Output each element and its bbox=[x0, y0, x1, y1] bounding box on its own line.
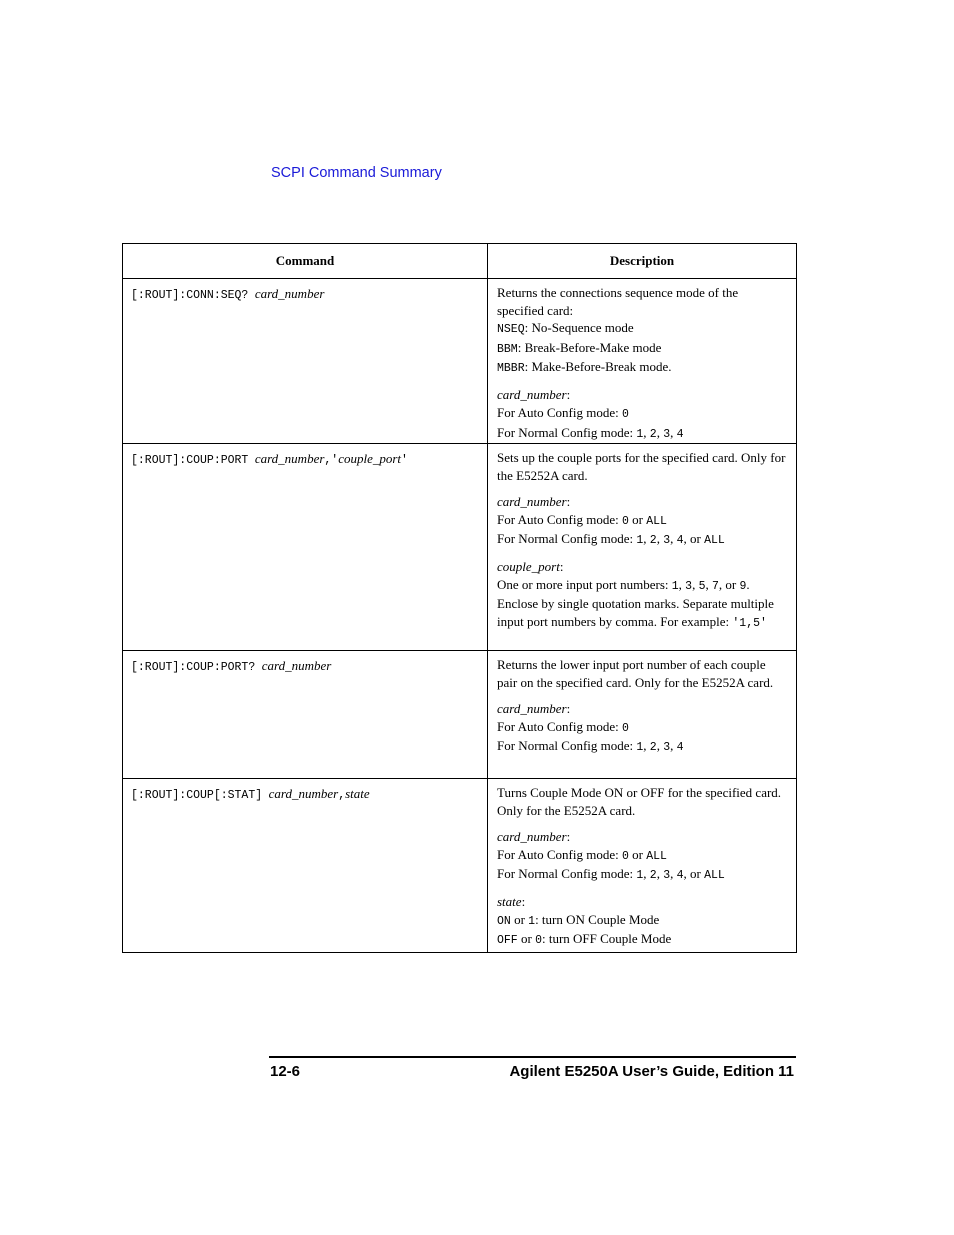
param2-name: state bbox=[497, 894, 522, 910]
command-end-quote: ' bbox=[401, 454, 408, 468]
auto-label: For Auto Config mode: bbox=[497, 718, 622, 734]
normal-or: , or bbox=[683, 866, 705, 882]
document-title: Agilent E5250A User’s Guide, Edition 11 bbox=[509, 1063, 794, 1080]
normal-value: 4 bbox=[676, 869, 684, 883]
mode-code: BBM bbox=[497, 342, 518, 356]
port-example: '1,5' bbox=[732, 617, 767, 630]
table-row bbox=[123, 779, 797, 953]
command-param: card_number bbox=[254, 451, 325, 467]
port-rest: . Enclose by single quotation marks. Separate multiple input port numbers by comma. For example: bbox=[497, 576, 774, 629]
param2-block: couple_port: One or more input port numbers: 1, 3, 5, 7, or 9. Enclose by single quotation marks. Separate multiple input port numbers by comma. For example: '1,5' bbox=[497, 559, 774, 630]
param-block: card_number: For Auto Config mode: 0 For Normal Config mode: 1, 2, 3, 4 bbox=[497, 700, 684, 755]
auto-label: For Auto Config mode: bbox=[497, 405, 622, 421]
off-or: or bbox=[517, 931, 536, 947]
command-param: card_number bbox=[254, 286, 325, 301]
auto-label: For Auto Config mode: bbox=[497, 511, 622, 527]
command-param: card_number bbox=[261, 658, 332, 674]
normal-value: 1 bbox=[636, 741, 644, 755]
command-cell bbox=[123, 279, 488, 444]
on-or: or bbox=[510, 911, 529, 927]
description-intro: Returns the lower input port number of each couple pair on the specified card. Only for the E5252A card. bbox=[497, 657, 774, 690]
auto-all: ALL bbox=[646, 849, 667, 863]
normal-value: 2 bbox=[649, 741, 657, 755]
normal-value: 3 bbox=[663, 427, 671, 441]
intro-text: Returns the connections sequence mode of the specified card: bbox=[497, 285, 739, 318]
normal-all: ALL bbox=[704, 869, 725, 883]
port-value: 1 bbox=[671, 579, 679, 593]
off-code: OFF bbox=[497, 934, 518, 948]
off-text: : turn OFF Couple Mode bbox=[541, 931, 672, 947]
description-column-header: Description bbox=[488, 244, 797, 279]
port-or: , or bbox=[718, 576, 740, 592]
port-text: One or more input port numbers: bbox=[497, 576, 672, 592]
mode-text: : No-Sequence mode bbox=[524, 320, 634, 336]
command-param: card_number bbox=[268, 786, 339, 802]
param2-name: couple_port bbox=[497, 559, 560, 575]
normal-value: 2 bbox=[649, 427, 657, 441]
command-cell bbox=[123, 779, 488, 953]
off-num: 0 bbox=[535, 934, 542, 948]
section-title: SCPI Command Summary bbox=[271, 165, 442, 181]
table-row bbox=[123, 444, 797, 651]
description-cell bbox=[488, 279, 797, 444]
normal-value: 2 bbox=[649, 869, 657, 883]
param-name: card_number bbox=[497, 700, 567, 716]
on-text: : turn ON Couple Mode bbox=[535, 911, 660, 927]
page-number: 12-6 bbox=[270, 1063, 301, 1080]
command-separator: ,' bbox=[324, 454, 339, 468]
normal-value: 3 bbox=[663, 869, 671, 883]
auto-value: 0 bbox=[621, 408, 629, 422]
command-syntax: [:ROUT]:COUP[:STAT] bbox=[131, 789, 263, 803]
port-value: 5 bbox=[698, 579, 706, 593]
normal-label: For Normal Config mode: bbox=[497, 531, 637, 547]
param-block: card_number: For Auto Config mode: 0 or ALL For Normal Config mode: 1, 2, 3, 4, or ALL bbox=[497, 493, 725, 548]
command-column-header: Command bbox=[123, 244, 488, 279]
command-separator: , bbox=[338, 789, 346, 803]
description-intro: Sets up the couple ports for the specified card. Only for the E5252A card. bbox=[497, 450, 786, 483]
table-row bbox=[123, 279, 797, 444]
normal-value: 4 bbox=[676, 741, 684, 755]
on-num: 1 bbox=[528, 914, 536, 928]
auto-value: 0 bbox=[621, 721, 629, 735]
auto-or: or bbox=[628, 511, 647, 527]
param2-block: state: ON or 1: turn ON Couple Mode OFF or 0: turn OFF Couple Mode bbox=[497, 894, 672, 948]
command-syntax: [:ROUT]:COUP:PORT? bbox=[131, 661, 256, 675]
port-value: 7 bbox=[711, 579, 719, 593]
param-block: card_number: For Auto Config mode: 0 or ALL For Normal Config mode: 1, 2, 3, 4, or ALL bbox=[497, 828, 725, 883]
auto-value: 0 bbox=[621, 849, 629, 863]
footer-rule bbox=[269, 1056, 796, 1058]
table-header-row bbox=[123, 244, 797, 279]
port-value: 3 bbox=[685, 579, 693, 593]
description-cell bbox=[488, 651, 797, 779]
command-syntax: [:ROUT]:COUP:PORT bbox=[131, 454, 249, 468]
command-param2: state bbox=[345, 786, 370, 802]
auto-label: For Auto Config mode: bbox=[497, 846, 622, 862]
command-cell bbox=[123, 444, 488, 651]
param-name: card_number bbox=[497, 387, 567, 403]
mode-code: MBBR bbox=[497, 362, 525, 376]
normal-or: , or bbox=[683, 531, 705, 547]
param-name: card_number bbox=[497, 493, 567, 509]
normal-label: For Normal Config mode: bbox=[497, 424, 637, 440]
normal-value: 1 bbox=[636, 427, 644, 441]
command-cell bbox=[123, 651, 488, 779]
command-param2: couple_port bbox=[338, 451, 402, 467]
auto-all: ALL bbox=[646, 514, 667, 528]
normal-value: 4 bbox=[676, 534, 684, 548]
normal-all: ALL bbox=[704, 534, 725, 548]
description-cell bbox=[488, 779, 797, 953]
mode-code: NSEQ bbox=[497, 323, 525, 337]
description-intro bbox=[497, 284, 787, 378]
auto-or: or bbox=[628, 846, 647, 862]
description-cell bbox=[488, 444, 797, 651]
normal-value: 4 bbox=[676, 427, 684, 441]
param-name: card_number bbox=[497, 828, 567, 844]
command-syntax: [:ROUT]:CONN:SEQ? bbox=[131, 289, 249, 302]
normal-label: For Normal Config mode: bbox=[497, 866, 637, 882]
param-block: card_number: For Auto Config mode: 0 For Normal Config mode: 1, 2, 3, 4 bbox=[497, 387, 684, 441]
table-row bbox=[123, 651, 797, 779]
on-code: ON bbox=[497, 914, 511, 928]
normal-value: 3 bbox=[663, 534, 671, 548]
normal-value: 2 bbox=[649, 534, 657, 548]
description-intro: Turns Couple Mode ON or OFF for the specified card. Only for the E5252A card. bbox=[497, 785, 782, 818]
normal-value: 1 bbox=[636, 869, 644, 883]
normal-value: 3 bbox=[663, 741, 671, 755]
port-last: 9 bbox=[739, 579, 747, 593]
normal-value: 1 bbox=[636, 534, 644, 548]
normal-label: For Normal Config mode: bbox=[497, 738, 637, 754]
mode-text: : Break-Before-Make mode bbox=[517, 339, 662, 355]
auto-value: 0 bbox=[621, 514, 629, 528]
command-table bbox=[122, 243, 797, 953]
mode-text: : Make-Before-Break mode. bbox=[524, 359, 672, 375]
